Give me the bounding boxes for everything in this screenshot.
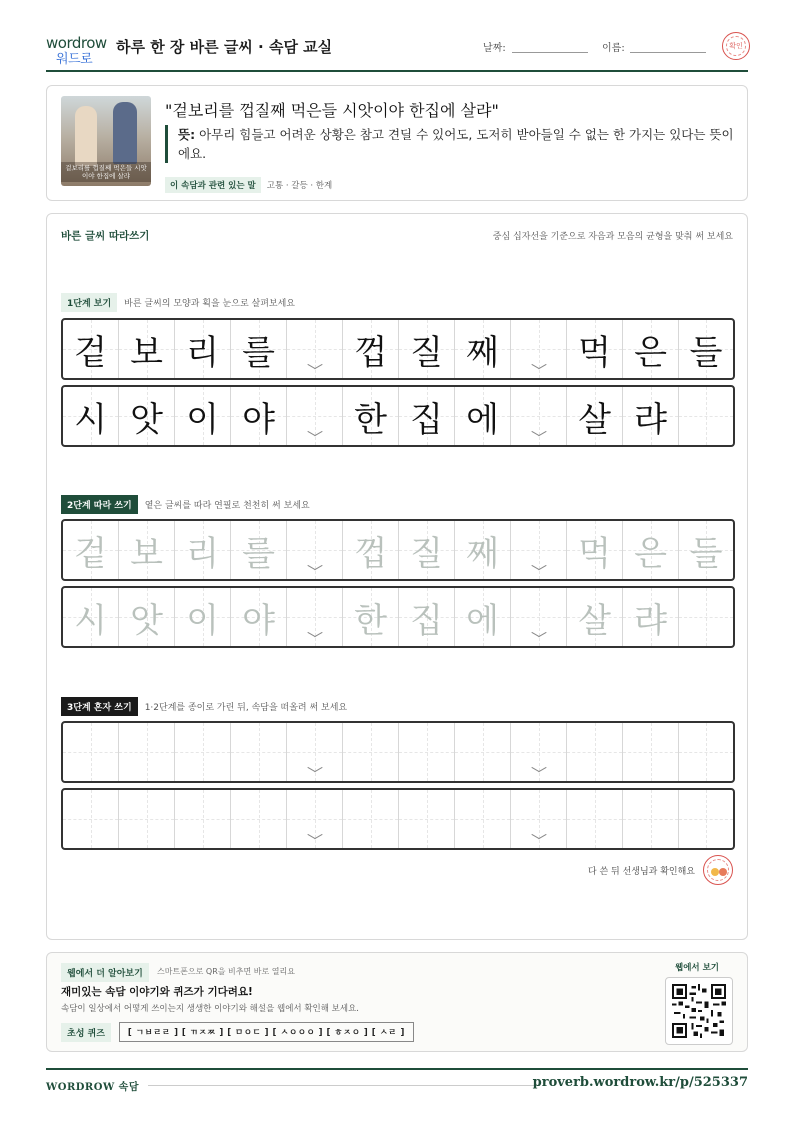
cell-character: 은 <box>634 533 667 574</box>
web-tag: 웹에서 더 알아보기 <box>61 963 149 982</box>
qr-label: 웹에서 보기 <box>674 963 719 973</box>
writing-cell <box>231 387 287 445</box>
writing-cell[interactable] <box>175 588 231 646</box>
writing-cell[interactable] <box>287 723 343 781</box>
writing-cell <box>623 320 679 378</box>
cell-character: 집 <box>410 399 443 440</box>
writing-cell[interactable] <box>455 723 511 781</box>
writing-cell <box>399 320 455 378</box>
writing-cell <box>567 387 623 445</box>
writing-cell[interactable] <box>679 521 733 579</box>
model-row-1 <box>61 318 735 380</box>
cell-character: 야 <box>242 399 275 440</box>
cell-character: 들 <box>689 533 723 574</box>
writing-cell[interactable] <box>399 723 455 781</box>
cell-character: 리 <box>186 332 219 373</box>
writing-cell[interactable] <box>511 790 567 848</box>
footer-url[interactable]: proverb.wordrow.kr/p/525337 <box>532 1075 748 1090</box>
writing-cell[interactable] <box>455 790 511 848</box>
step-1 <box>61 293 295 312</box>
writing-cell <box>623 387 679 445</box>
teacher-stamp-icon <box>703 855 733 885</box>
date-label: 날짜: <box>483 43 506 54</box>
cell-character: 겉 <box>74 533 107 574</box>
cell-character: 시 <box>74 600 107 641</box>
writing-cell[interactable] <box>623 521 679 579</box>
writing-cell[interactable] <box>343 521 399 579</box>
quiz-box: [ ㄱㅂㄹㄹ ] [ ㄲㅈㅉ ] [ ㅁㅇㄷ ] [ ㅅㅇㅇㅇ ] [ ㅎㅈㅇ ] [ ㅅㄹ ] <box>119 1022 414 1042</box>
blank-row-2[interactable] <box>61 788 735 850</box>
writing-cell[interactable] <box>455 588 511 646</box>
writing-cell[interactable] <box>455 521 511 579</box>
proverb-card <box>46 85 748 201</box>
step-desc: 바른 글씨의 모양과 획을 눈으로 살펴보세요 <box>124 299 295 309</box>
page-title: 하루 한 장 바른 글씨 · 속담 교실 <box>116 38 333 56</box>
chosung-quiz <box>61 1022 414 1042</box>
space-mark-icon <box>534 767 544 773</box>
writing-cell[interactable] <box>679 588 733 646</box>
cell-character: 보 <box>130 533 163 574</box>
footer-divider <box>148 1085 540 1086</box>
writing-cell[interactable] <box>119 723 175 781</box>
writing-cell[interactable] <box>63 723 119 781</box>
writing-cell <box>511 320 567 378</box>
writing-cell <box>119 320 175 378</box>
cell-character: 껍 <box>354 332 387 373</box>
space-mark-icon <box>310 364 320 370</box>
step-badge: 2단계 따라 쓰기 <box>61 495 138 514</box>
check-text: 다 쓴 뒤 선생님과 확인해요 <box>587 866 695 877</box>
step-2 <box>61 495 310 514</box>
cell-character: 야 <box>242 600 275 641</box>
writing-cell <box>287 387 343 445</box>
wordrow-logo <box>46 34 108 67</box>
blank-row-1[interactable] <box>61 721 735 783</box>
writing-cell[interactable] <box>63 521 119 579</box>
writing-cell[interactable] <box>175 521 231 579</box>
qr-code-icon[interactable] <box>665 977 733 1045</box>
writing-cell[interactable] <box>231 723 287 781</box>
writing-cell <box>175 320 231 378</box>
proverb-meaning <box>165 125 735 163</box>
writing-cell[interactable] <box>511 521 567 579</box>
writing-cell <box>119 387 175 445</box>
cell-character: 시 <box>74 399 107 440</box>
step-desc: 옅은 글씨를 따라 연필로 천천히 써 보세요 <box>144 501 310 511</box>
writing-cell <box>175 387 231 445</box>
writing-cell[interactable] <box>119 790 175 848</box>
writing-cell[interactable] <box>679 790 733 848</box>
writing-cell[interactable] <box>119 588 175 646</box>
writing-cell[interactable] <box>399 790 455 848</box>
cell-character: 이 <box>186 399 219 440</box>
handwriting-practice <box>46 213 748 940</box>
meaning-label: 뜻: <box>178 127 196 142</box>
cell-character: 앗 <box>130 399 163 440</box>
cell-character: 보 <box>130 332 163 373</box>
cell-character: 먹 <box>578 533 611 574</box>
web-sub: 속담이 일상에서 어떻게 쓰이는지 생생한 이야기와 해설을 웹에서 확인해 보세요. <box>61 1004 359 1014</box>
cell-character: 겉 <box>74 332 107 373</box>
meaning-text: 아무리 힘들고 어려운 상황은 참고 견딜 수 있어도, 도저히 받아들일 수 없는 한 가지는 있다는 뜻이에요. <box>178 127 734 161</box>
writing-cell <box>567 320 623 378</box>
web-hint: 스마트폰으로 QR을 비추면 바로 열리요 <box>157 967 295 976</box>
logo-wordmark: wordrow <box>46 34 107 52</box>
writing-cell <box>455 320 511 378</box>
writing-cell <box>343 320 399 378</box>
space-mark-icon <box>310 767 320 773</box>
related-words <box>165 177 332 193</box>
cell-character: 들 <box>689 332 723 373</box>
check-stamp-icon <box>722 32 750 60</box>
writing-cell[interactable] <box>175 723 231 781</box>
writing-cell <box>679 320 733 378</box>
writing-cell <box>63 320 119 378</box>
space-mark-icon <box>310 632 320 638</box>
writing-cell[interactable] <box>231 790 287 848</box>
writing-cell[interactable] <box>63 588 119 646</box>
writing-cell[interactable] <box>63 790 119 848</box>
space-mark-icon <box>534 364 544 370</box>
web-section <box>46 952 748 1052</box>
cell-character: 에 <box>466 399 499 440</box>
writing-cell[interactable] <box>399 521 455 579</box>
trace-row-1[interactable] <box>61 519 735 581</box>
related-list: 고통 · 갈등 · 한계 <box>266 181 333 191</box>
space-mark-icon <box>310 834 320 840</box>
cell-character: 를 <box>242 533 275 574</box>
cell-character: 랴 <box>634 600 667 641</box>
writing-cell[interactable] <box>231 521 287 579</box>
cell-character: 이 <box>186 600 219 641</box>
cell-character: 를 <box>242 332 275 373</box>
writing-cell[interactable] <box>399 588 455 646</box>
writing-cell[interactable] <box>623 790 679 848</box>
cell-character: 앗 <box>130 600 163 641</box>
web-headline: 재미있는 속담 이야기와 퀴즈가 기다려요! <box>61 986 253 998</box>
logo-korean: 워드로 <box>56 52 93 67</box>
cell-character: 에 <box>466 600 499 641</box>
illustration-caption: 겉보리를 껍질째 먹은들 시앗이야 한집에 살랴 <box>61 162 151 182</box>
writing-cell <box>63 387 119 445</box>
writing-cell[interactable] <box>287 790 343 848</box>
space-mark-icon <box>534 431 544 437</box>
space-mark-icon <box>310 565 320 571</box>
writing-cell <box>287 320 343 378</box>
page-header <box>46 30 748 72</box>
space-mark-icon <box>534 565 544 571</box>
writing-cell[interactable] <box>511 723 567 781</box>
space-mark-icon <box>534 834 544 840</box>
step-desc: 1·2단계를 종이로 가린 뒤, 속담을 떠올려 써 보세요 <box>144 703 348 713</box>
writing-cell[interactable] <box>231 588 287 646</box>
footer-brand: WORDROW 속담 <box>46 1082 139 1093</box>
writing-cell <box>511 387 567 445</box>
writing-cell[interactable] <box>511 588 567 646</box>
cell-character: 살 <box>578 600 611 641</box>
step-3 <box>61 697 347 716</box>
name-field[interactable] <box>630 52 706 53</box>
writing-cell[interactable] <box>343 723 399 781</box>
writing-cell[interactable] <box>567 521 623 579</box>
writing-cell <box>679 387 733 445</box>
writing-cell <box>455 387 511 445</box>
writing-cell[interactable] <box>175 790 231 848</box>
writing-cell[interactable] <box>343 790 399 848</box>
writing-cell[interactable] <box>119 521 175 579</box>
related-label: 이 속담과 관련 있는 말 <box>165 177 261 193</box>
date-field[interactable] <box>512 52 588 53</box>
proverb-illustration <box>61 96 151 186</box>
cell-character: 질 <box>410 533 443 574</box>
trace-row-2[interactable] <box>61 586 735 648</box>
cell-character: 먹 <box>578 332 611 373</box>
cell-character: 째 <box>466 332 499 373</box>
cell-character: 질 <box>410 332 443 373</box>
step-badge: 1단계 보기 <box>61 293 117 312</box>
section-title: 바른 글씨 따라쓰기 <box>61 230 150 242</box>
step-badge: 3단계 혼자 쓰기 <box>61 697 138 716</box>
writing-cell[interactable] <box>679 723 733 781</box>
cell-character: 리 <box>186 533 219 574</box>
cell-character: 집 <box>410 600 443 641</box>
teacher-check <box>588 855 733 885</box>
writing-cell <box>343 387 399 445</box>
writing-cell <box>399 387 455 445</box>
cell-character: 한 <box>354 600 387 641</box>
writing-cell[interactable] <box>287 521 343 579</box>
writing-cell[interactable] <box>623 723 679 781</box>
writing-cell[interactable] <box>567 723 623 781</box>
cell-character: 은 <box>634 332 667 373</box>
cell-character: 째 <box>466 533 499 574</box>
writing-cell[interactable] <box>343 588 399 646</box>
cell-character: 껍 <box>354 533 387 574</box>
cell-character: 한 <box>354 399 387 440</box>
writing-cell <box>231 320 287 378</box>
qr-code-graphic <box>672 984 726 1038</box>
space-mark-icon <box>310 431 320 437</box>
name-label: 이름: <box>602 43 625 54</box>
page-footer <box>46 1068 748 1093</box>
proverb-title: "겉보리를 껍질째 먹은들 시앗이야 한집에 살랴" <box>165 101 499 120</box>
stamp-text: 확인 <box>729 42 743 50</box>
cell-character: 랴 <box>634 399 667 440</box>
quiz-label: 초성 퀴즈 <box>61 1023 111 1042</box>
writing-cell[interactable] <box>623 588 679 646</box>
writing-cell[interactable] <box>567 588 623 646</box>
cell-character: 살 <box>578 399 611 440</box>
space-mark-icon <box>534 632 544 638</box>
writing-cell[interactable] <box>567 790 623 848</box>
section-note: 중심 십자선을 기준으로 자음과 모음의 균형을 맞춰 써 보세요 <box>492 232 733 242</box>
model-row-2 <box>61 385 735 447</box>
writing-cell[interactable] <box>287 588 343 646</box>
